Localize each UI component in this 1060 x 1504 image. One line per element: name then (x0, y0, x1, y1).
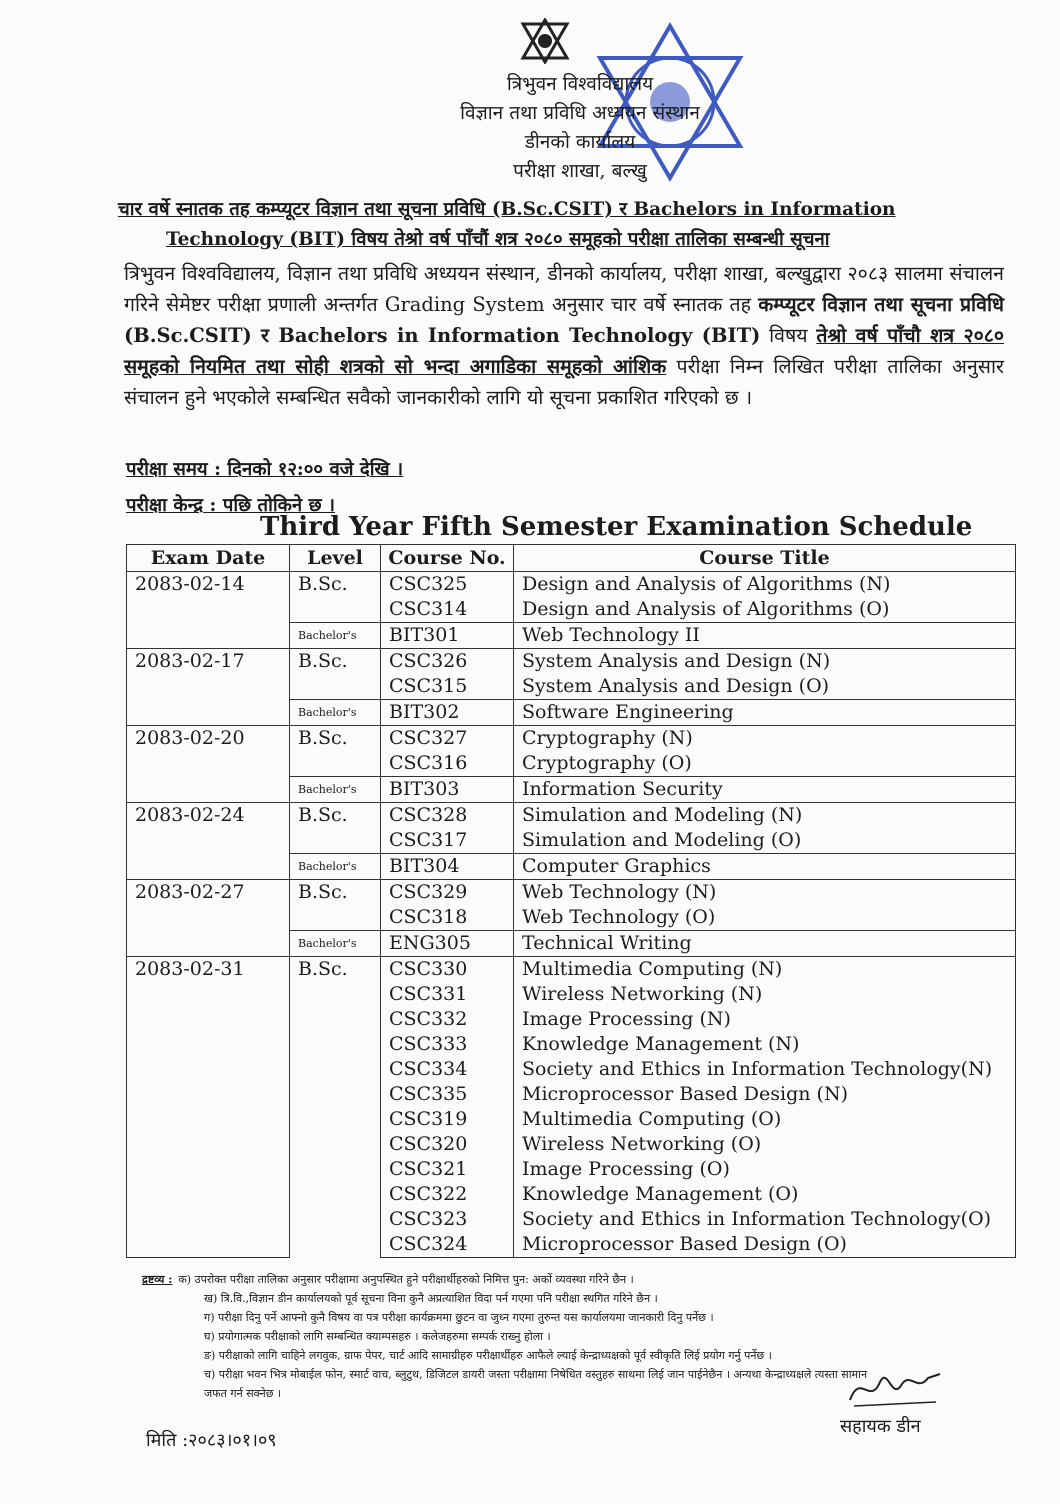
course-no-cell: CSC333 (381, 1032, 514, 1057)
note-item: घ) प्रयोगात्मक परीक्षाको लागि सम्बन्धित क्याम्पसहरु । कलेजहरुमा सम्पर्क राख्नु होला । (204, 1330, 551, 1343)
level-cell: B.Sc. (290, 803, 381, 854)
signature-icon (840, 1362, 950, 1412)
course-no-cell: BIT304 (381, 854, 514, 880)
body-text-1: त्रिभुवन विश्वविद्यालय, विज्ञान तथा प्रविधि अध्ययन संस्थान, डीनको कार्यालय, परीक्षा शाखा, बल्खुद्वारा २०८३ सालमा संचालन गरिने सेमेष्टर परीक्षा प्रणाली अन्तर्गत Grading System अनुसार चार वर्षे स्नातक तह (124, 262, 1004, 316)
level-cell: B.Sc. (290, 649, 381, 700)
exam-date-cell: 2083-02-14 (127, 572, 290, 649)
course-no-cell: CSC321 (381, 1157, 514, 1182)
course-no-cell: CSC327 (381, 726, 514, 752)
exam-time: परीक्षा समय : दिनको १२:०० वजे देखि । (126, 459, 404, 480)
level-cell: B.Sc. (290, 572, 381, 623)
course-no-cell: CSC334 (381, 1057, 514, 1082)
course-no-cell: BIT301 (381, 623, 514, 649)
table-row (127, 803, 1016, 829)
header-line-office: डीनको कार्यालय (524, 131, 636, 153)
course-title-cell: Software Engineering (514, 700, 1016, 726)
header-course-no: Course No. (381, 545, 514, 572)
table-row (127, 726, 1016, 752)
course-no-cell: CSC318 (381, 905, 514, 931)
note-item: ख) त्रि.वि.,विज्ञान डीन कार्यालयको पूर्व सूचना विना कुनै अप्रत्याशित विदा पर्न गएमा पनि परीक्षा स्थगित गरिने छैन । (204, 1292, 658, 1305)
header-line-institute: विज्ञान तथा प्रविधि अध्ययन संस्थान (460, 102, 700, 124)
course-title-cell: Wireless Networking (O) (514, 1132, 1016, 1157)
course-title-cell: Knowledge Management (N) (514, 1032, 1016, 1057)
course-title-cell: Technical Writing (514, 931, 1016, 957)
body-text-2: विषय (760, 324, 817, 347)
course-title-cell: Simulation and Modeling (N) (514, 803, 1016, 829)
course-no-cell: CSC331 (381, 982, 514, 1007)
signatory-title: सहायक डीन (840, 1416, 921, 1437)
course-title-cell: Cryptography (N) (514, 726, 1016, 752)
header-exam-date: Exam Date (127, 545, 290, 572)
body-program-name: कम्प्यूटर विज्ञान तथा सूचना प्रविधि (B.Sc.CSIT) र Bachelors in Information Technology (BIT) (124, 293, 1004, 347)
course-no-cell: CSC316 (381, 751, 514, 777)
course-title-cell: System Analysis and Design (N) (514, 649, 1016, 675)
table-row (127, 649, 1016, 675)
course-no-cell: CSC317 (381, 828, 514, 854)
course-no-cell: CSC324 (381, 1232, 514, 1258)
course-title-cell: Knowledge Management (O) (514, 1182, 1016, 1207)
exam-date-cell: 2083-02-24 (127, 803, 290, 880)
course-title-cell: Image Processing (N) (514, 1007, 1016, 1032)
course-no-cell: CSC315 (381, 674, 514, 700)
course-title-cell: Multimedia Computing (N) (514, 957, 1016, 983)
header-level: Level (290, 545, 381, 572)
body-text-3: परीक्षा निम्न लिखित परीक्षा तालिका अनुसार संचालन हुने भएकोले सम्बन्धित सवैको जानकारीको लागि यो सूचना प्रकाशित गरिएको छ । (124, 355, 1004, 409)
course-title-cell: Information Security (514, 777, 1016, 803)
table-row (127, 880, 1016, 906)
course-no-cell: BIT303 (381, 777, 514, 803)
level-cell: B.Sc. (290, 957, 381, 1258)
course-title-cell: Wireless Networking (N) (514, 982, 1016, 1007)
table-body (127, 572, 1016, 1258)
course-no-cell: ENG305 (381, 931, 514, 957)
note-item: जफत गर्न सक्नेछ । (204, 1387, 282, 1400)
course-title-cell: System Analysis and Design (O) (514, 674, 1016, 700)
header-course-title: Course Title (514, 545, 1016, 572)
course-no-cell: CSC320 (381, 1132, 514, 1157)
exam-center: परीक्षा केन्द्र : पछि तोकिने छ । (126, 495, 335, 516)
exam-date-cell: 2083-02-20 (127, 726, 290, 803)
level-cell: B.Sc. (290, 880, 381, 931)
course-title-cell: Design and Analysis of Algorithms (N) (514, 572, 1016, 598)
course-no-cell: CSC330 (381, 957, 514, 983)
exam-schedule-table (126, 544, 1016, 1258)
exam-date-cell: 2083-02-27 (127, 880, 290, 957)
course-title-cell: Simulation and Modeling (O) (514, 828, 1016, 854)
course-title-cell: Microprocessor Based Design (O) (514, 1232, 1016, 1258)
course-title-cell: Design and Analysis of Algorithms (O) (514, 597, 1016, 623)
university-emblem-icon (520, 18, 570, 64)
level-cell: B.Sc. (290, 726, 381, 777)
level-cell: Bachelor's (290, 854, 381, 880)
course-no-cell: BIT302 (381, 700, 514, 726)
level-cell: Bachelor's (290, 623, 381, 649)
course-no-cell: CSC329 (381, 880, 514, 906)
course-title-cell: Web Technology II (514, 623, 1016, 649)
course-no-cell: CSC328 (381, 803, 514, 829)
header-line-section: परीक्षा शाखा, बल्खु (513, 160, 647, 182)
course-title-cell: Multimedia Computing (O) (514, 1107, 1016, 1132)
course-no-cell: CSC326 (381, 649, 514, 675)
subject-line-2: Technology (BIT) विषय तेश्रो वर्ष पाँचौं शत्र २०८० समूहको परीक्षा तालिका सम्बन्धी सूचना (166, 229, 830, 250)
course-no-cell: CSC332 (381, 1007, 514, 1032)
header-line-university: त्रिभुवन विश्वविद्यालय (506, 73, 654, 95)
notes-lead: द्रष्टव्य : (142, 1273, 173, 1286)
notice-body (124, 258, 1004, 413)
note-item: ङ) परीक्षाको लागि चाहिने लगवुक, ग्राफ पेपर, चार्ट आदि सामाग्रीहरु परीक्षार्थीहरु आफैले ल्याई केन्द्राध्यक्षको पूर्व स्वीकृति लिई प्रयोग गर्नु पर्नेछ । (204, 1349, 772, 1362)
course-no-cell: CSC314 (381, 597, 514, 623)
course-title-cell: Computer Graphics (514, 854, 1016, 880)
table-row (127, 957, 1016, 983)
course-title-cell: Image Processing (O) (514, 1157, 1016, 1182)
body-batch-info: तेश्रो वर्ष पाँचौ शत्र २०८० समूहको नियमित तथा सोही शत्रको सो भन्दा अगाडिका समूहको आंशिक (124, 324, 1005, 378)
schedule-title: Third Year Fifth Semester Examination Schedule (260, 512, 973, 542)
table-row (127, 572, 1016, 598)
course-no-cell: CSC322 (381, 1182, 514, 1207)
notice-date: मिति :२०८३।०१।०९ (146, 1430, 277, 1451)
table-header-row (127, 545, 1016, 572)
course-title-cell: Web Technology (N) (514, 880, 1016, 906)
subject-line-1: चार वर्षे स्नातक तह कम्प्यूटर विज्ञान तथा सूचना प्रविधि (B.Sc.CSIT) र Bachelors in Information (118, 199, 896, 220)
exam-date-cell: 2083-02-17 (127, 649, 290, 726)
course-title-cell: Society and Ethics in Information Technology(N) (514, 1057, 1016, 1082)
course-title-cell: Cryptography (O) (514, 751, 1016, 777)
office-header (380, 70, 780, 186)
course-title-cell: Society and Ethics in Information Technology(O) (514, 1207, 1016, 1232)
notice-subject (118, 195, 1008, 255)
course-no-cell: CSC325 (381, 572, 514, 598)
level-cell: Bachelor's (290, 700, 381, 726)
course-no-cell: CSC319 (381, 1107, 514, 1132)
level-cell: Bachelor's (290, 931, 381, 957)
course-no-cell: CSC323 (381, 1207, 514, 1232)
note-item: च) परीक्षा भवन भित्र मोबाईल फोन, स्मार्ट वाच, ब्लुटुथ, डिजिटल डायरी जस्ता परीक्षामा निषेधित वस्तुहरु साथमा लिई जान पाईनेछैन । अन्यथा केन्द्राध्यक्षले त्यस्ता सामान (204, 1368, 868, 1381)
level-cell: Bachelor's (290, 777, 381, 803)
note-item: क) उपरोक्त परीक्षा तालिका अनुसार परीक्षामा अनुपस्थित हुने परीक्षार्थीहरुको निमित्त पुन: अर्को व्यवस्था गरिने छैन । (178, 1273, 634, 1286)
course-title-cell: Microprocessor Based Design (N) (514, 1082, 1016, 1107)
course-no-cell: CSC335 (381, 1082, 514, 1107)
note-item: ग) परीक्षा दिनु पर्ने आफ्नो कुनै विषय वा पत्र परीक्षा कार्यक्रममा छुटन वा जुध्न गएमा तुरुन्त यस कार्यालयमा जानकारी दिनु पर्नेछ । (204, 1311, 714, 1324)
course-title-cell: Web Technology (O) (514, 905, 1016, 931)
exam-date-cell: 2083-02-31 (127, 957, 290, 1258)
